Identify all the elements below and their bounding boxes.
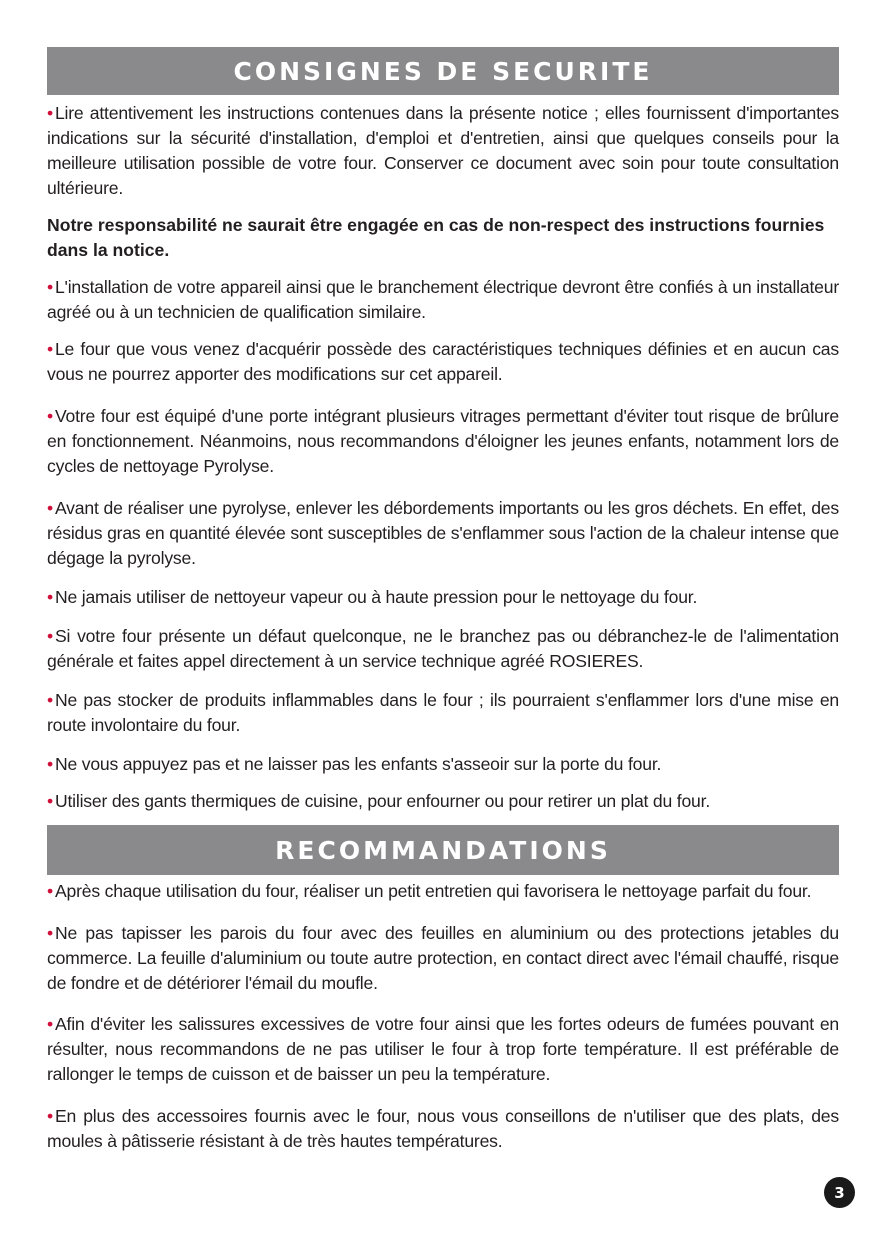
section-title-recommandations: RECOMMANDATIONS xyxy=(47,825,839,875)
list-item: • Ne pas stocker de produits inflammables dans le four ; ils pourraient s'enflammer lors d'une mise en route involontaire du four. xyxy=(47,690,839,735)
list-item: • Ne pas tapisser les parois du four avec des feuilles en aluminium ou des protections jetables du commerce. La feuille d'aluminium ou toute autre protection, en contact direct avec l'émail chauffé, risque de fondre et de détériorer l'émail du moufle. xyxy=(47,923,839,993)
bullet-icon: • xyxy=(47,277,53,297)
list-item: • Le four que vous venez d'acquérir possède des caractéristiques techniques définies et en aucun cas vous ne pourrez apporter des modifications sur cet appareil. xyxy=(47,339,839,384)
list-item: • Après chaque utilisation du four, réaliser un petit entretien qui favorisera le nettoyage parfait du four. xyxy=(47,881,812,901)
bullet-icon: • xyxy=(47,791,53,811)
page-content xyxy=(47,47,839,1154)
bullet-icon: • xyxy=(47,1014,53,1034)
bullet-icon: • xyxy=(47,754,53,774)
list-item: • Votre four est équipé d'une porte intégrant plusieurs vitrages permettant d'éviter tout risque de brûlure en fonctionnement. Néanmoins, nous recommandons d'éloigner les jeunes enfants, notamment lors de cycles de nettoyage Pyrolyse. xyxy=(47,406,839,476)
list-item: • Utiliser des gants thermiques de cuisine, pour enfourner ou pour retirer un plat du four. xyxy=(47,791,711,811)
list-item: • Avant de réaliser une pyrolyse, enlever les débordements importants ou les gros déchets. En effet, des résidus gras en quantité élevée sont susceptibles de s'enflammer sous l'action de la chaleur intense que dégage la pyrolyse. xyxy=(47,498,839,568)
responsibility-note: Notre responsabilité ne saurait être engagée en cas de non-respect des instructions fournies dans la notice. xyxy=(47,215,825,260)
list-item: • Afin d'éviter les salissures excessives de votre four ainsi que les fortes odeurs de fumées pouvant en résulter, nous recommandons de ne pas utiliser le four à trop forte température. Il est préférable de rallonger le temps de cuisson et de baisser un peu la température. xyxy=(47,1014,839,1084)
bullet-icon: • xyxy=(47,406,53,426)
bullet-icon: • xyxy=(47,923,53,943)
bullet-icon: • xyxy=(47,498,53,518)
bullet-icon: • xyxy=(47,626,53,646)
list-item: • Si votre four présente un défaut quelconque, ne le branchez pas ou débranchez-le de l'alimentation générale et faites appel directement à un service technique agréé ROSIERES. xyxy=(47,626,839,671)
list-item: • En plus des accessoires fournis avec le four, nous vous conseillons de n'utiliser que des plats, des moules à pâtisserie résistant à de très hautes températures. xyxy=(47,1106,839,1151)
list-item: • L'installation de votre appareil ainsi que le branchement électrique devront être confiés à un installateur agréé ou à un technicien de qualification similaire. xyxy=(47,277,839,322)
list-item: • Ne jamais utiliser de nettoyeur vapeur ou à haute pression pour le nettoyage du four. xyxy=(47,587,698,607)
list-item: • Ne vous appuyez pas et ne laisser pas les enfants s'asseoir sur la porte du four. xyxy=(47,754,662,774)
bullet-icon: • xyxy=(47,587,53,607)
bullet-icon: • xyxy=(47,1106,53,1126)
bullet-icon: • xyxy=(47,339,53,359)
bullet-icon: • xyxy=(47,881,53,901)
list-item: • Lire attentivement les instructions contenues dans la présente notice ; elles fournissent d'importantes indications sur la sécurité d'installation, d'emploi et d'entretien, ainsi que quelques conseils pour la meilleure utilisation possible de votre four. Conserver ce document avec soin pour toute consultation ultérieure. xyxy=(47,103,839,198)
bullet-icon: • xyxy=(47,103,53,123)
section-title-consignes: CONSIGNES DE SECURITE xyxy=(47,47,839,95)
page-number-badge: 3 xyxy=(824,1177,855,1208)
bullet-icon: • xyxy=(47,690,53,710)
